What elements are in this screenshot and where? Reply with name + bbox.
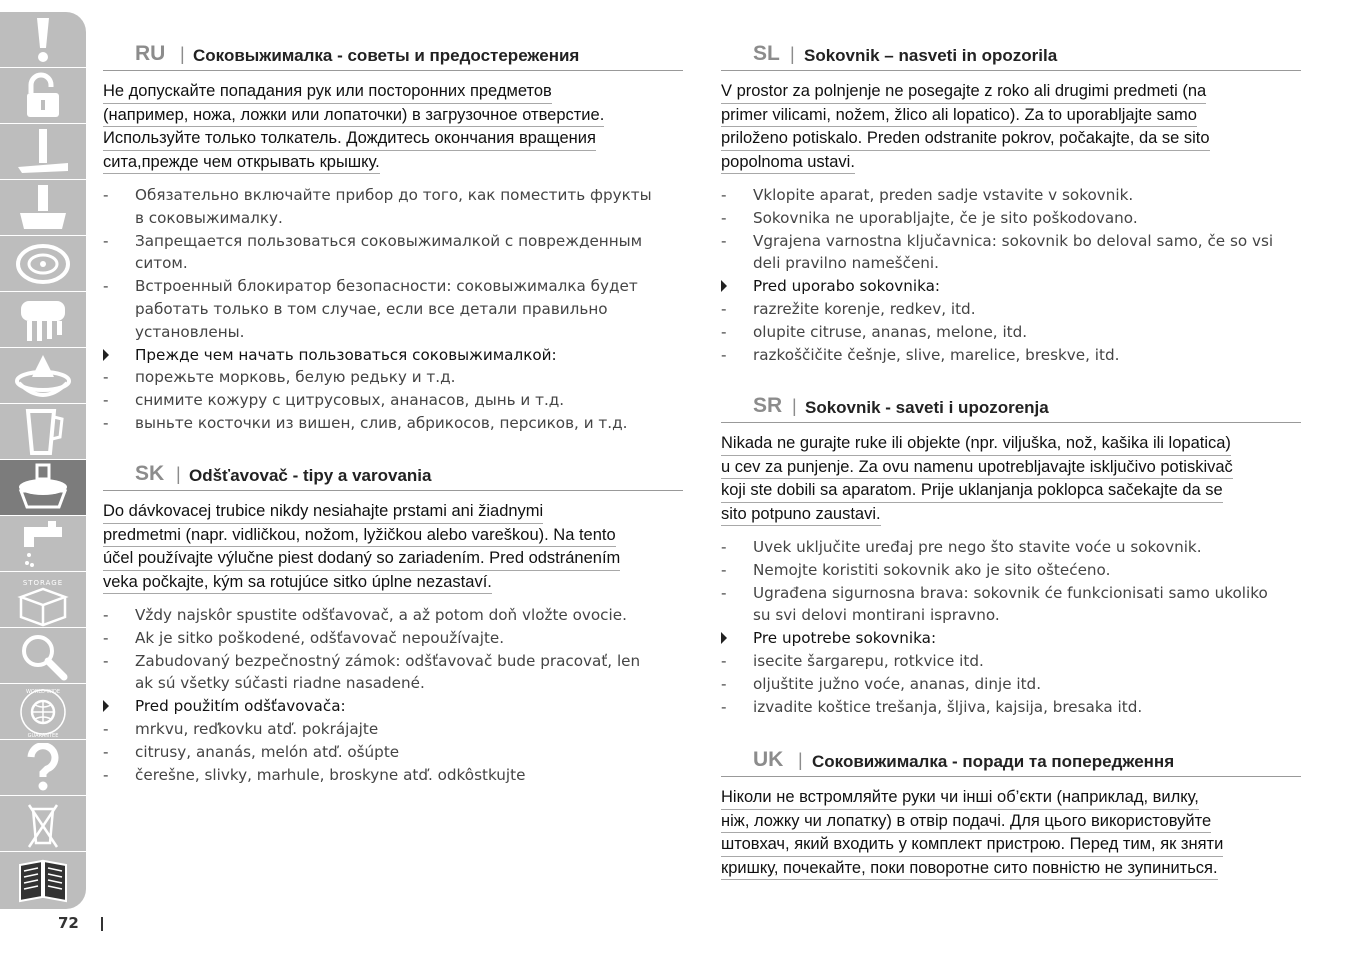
warning-line: (например, ножа, ложки или лопаточки) в загрузочное отверстие.	[103, 104, 604, 128]
bullet-icon	[721, 280, 727, 292]
section-heading: Соковижималка - поради та попередження	[812, 752, 1175, 771]
warning-text	[721, 786, 1301, 880]
section-heading: Sokovnik - saveti i upozorenja	[805, 398, 1049, 417]
list-item	[103, 389, 683, 412]
page-number: 72	[58, 914, 79, 932]
section-title	[103, 464, 683, 491]
list-item-line: Ugrađena sigurnosna brava: sokovnik će funkcionisati samo ukoliko	[753, 583, 1268, 602]
list-item-line: работать только в том случае, если все детали правильно	[135, 299, 608, 318]
list-item-line: порежьте морковь, белую редьку и т.д.	[135, 368, 456, 387]
list-item	[721, 230, 1301, 276]
tab-important[interactable]	[0, 12, 86, 68]
tab-troubleshooting[interactable]	[0, 628, 86, 684]
list-item-line: su svi delovi montirani ispravno.	[753, 606, 1000, 625]
warning-line: кришку, почекайте, поки поворотне сито повністю не зупиниться.	[721, 857, 1218, 881]
tab-blade[interactable]	[0, 124, 86, 180]
warning-line: primer vilicami, nožem, žlico ali lopatico). Za to uporabljajte samo	[721, 104, 1197, 128]
dash-marker: -	[103, 606, 109, 624]
list-item-line: citrusy, ananás, melón atď. ošúpte	[135, 742, 400, 761]
list-item-line: Vgrajena varnostna ključavnica: sokovnik bo deloval samo, če so vsi	[753, 231, 1274, 250]
dash-marker: -	[103, 628, 109, 647]
language-code: RU	[135, 42, 166, 65]
list-item	[721, 298, 1301, 321]
warning-line: koji ste dobili sa aparatom. Prije uklanjanja poklopca sačekajte da se	[721, 479, 1223, 503]
list-item	[721, 559, 1301, 582]
dash-marker: -	[721, 560, 727, 579]
warning-line: popolnoma ustavi.	[721, 151, 855, 175]
tab-cleaning[interactable]	[0, 516, 86, 572]
list-item-line: čerešne, slivky, marhule, broskyne atď. odkôstkujte	[135, 765, 526, 784]
warning-text	[721, 80, 1301, 174]
list-item-line: установлены.	[135, 322, 245, 341]
warning-line: sito potpuno zaustavi.	[721, 503, 881, 527]
list-item-line: isecite šargarepu, rotkvice itd.	[753, 651, 984, 670]
svg-text:GUARANTEE: GUARANTEE	[27, 732, 59, 739]
dash-marker: -	[721, 208, 727, 227]
dash-marker: -	[721, 583, 727, 602]
dash-marker: -	[721, 322, 727, 341]
list-item-line: Vždy najskôr spustite odšťavovač, a až potom doň vložte ovocie.	[135, 606, 627, 624]
section-ru	[103, 44, 683, 435]
language-code: SL	[753, 42, 780, 65]
dash-marker: -	[103, 765, 109, 784]
book-icon	[16, 857, 70, 903]
list-item-line: Встроенный блокиратор безопасности: соковыжималка будет	[135, 277, 638, 296]
section-title	[721, 44, 1301, 71]
dash-marker: -	[721, 299, 727, 318]
magnifier-icon	[18, 631, 68, 681]
list-item-line: izvadite koštice trešanja, šljiva, kajsija, bresaka itd.	[753, 697, 1143, 716]
section-title	[721, 396, 1301, 423]
list-item	[721, 673, 1301, 696]
list-item	[721, 536, 1301, 559]
list-item-line: Nemojte koristiti sokovnik ako je sito oštećeno.	[753, 560, 1111, 579]
list-item-line: Запрещается пользоваться соковыжималкой с поврежденным	[135, 231, 643, 250]
list-item	[103, 275, 683, 343]
dash-marker: -	[721, 674, 727, 693]
warning-line: ніж, ложку чи лопатку) в отвір подачі. Для цього використовуйте	[721, 810, 1211, 834]
dash-marker: -	[103, 231, 109, 250]
tab-manual[interactable]	[0, 852, 86, 907]
tips-list	[721, 184, 1301, 366]
citrus-press-icon	[14, 351, 72, 401]
dash-marker: -	[721, 345, 727, 364]
list-item	[103, 764, 683, 787]
dash-marker: -	[103, 413, 109, 432]
bullet-icon	[721, 632, 727, 644]
list-item-line: Sokovnika ne uporabljajte, če je sito poškodovano.	[753, 208, 1138, 227]
title-separator: |	[798, 750, 803, 770]
language-code: SK	[135, 462, 165, 485]
tab-blender[interactable]	[0, 404, 86, 460]
tab-whisk[interactable]	[0, 180, 86, 236]
list-item-line: Прежде чем начать пользоваться соковыжималкой:	[135, 345, 557, 364]
warning-line: сита,прежде чем открывать крышку.	[103, 151, 380, 175]
list-item-line: Vklopite aparat, preden sadje vstavite v sokovnik.	[753, 186, 1134, 204]
list-item-line: olupite citruse, ananas, melone, itd.	[753, 322, 1028, 341]
globe-guarantee-icon	[14, 684, 72, 740]
exclamation-icon	[23, 16, 63, 64]
section-sk	[103, 464, 683, 786]
list-item-line: oljuštite južno voće, ananas, dinje itd.	[753, 674, 1042, 693]
section-heading: Соковыжималка - советы и предостережения	[193, 46, 580, 65]
tab-safety[interactable]	[0, 68, 86, 124]
list-item-line: снимите кожуру с цитрусовых, ананасов, дынь и т.д.	[135, 391, 565, 410]
tab-storage[interactable]	[0, 572, 86, 628]
section-title	[721, 750, 1301, 777]
list-item-line: Pred použitím odšťavovača:	[135, 697, 346, 716]
whisk-blade-icon	[16, 183, 70, 233]
warning-line: predmetmi (napr. vidličkou, nožom, lyžičkou alebo vareškou). Na tento	[103, 524, 616, 548]
warning-line: veka počkajte, kým sa rotujúce sitko úplne nezastaví.	[103, 571, 492, 595]
list-item-line: razrežite korenje, redkev, itd.	[753, 299, 976, 318]
list-item	[103, 741, 683, 764]
list-item	[721, 344, 1301, 367]
blender-jug-icon	[20, 407, 66, 457]
grating-disc-icon	[15, 241, 71, 287]
list-item-line: Ak je sitko poškodené, odšťavovač nepoužívajte.	[135, 628, 505, 647]
list-item-line: в соковыжималку.	[135, 208, 283, 227]
list-item	[721, 582, 1301, 628]
warning-line: účel používajte výlučne piest dodaný so zariadením. Pred odstránením	[103, 547, 620, 571]
title-separator: |	[180, 44, 185, 64]
dash-marker: -	[103, 651, 109, 670]
list-item	[721, 207, 1301, 230]
tips-list	[721, 536, 1301, 718]
bullet-icon	[103, 349, 109, 361]
warning-line: штовхач, який входить у комплект пристрою. Перед тим, як зняти	[721, 833, 1223, 857]
list-subheading	[103, 344, 683, 367]
dash-marker: -	[721, 186, 727, 204]
list-subheading	[103, 695, 683, 718]
list-item-line: razkoščičite češnje, slive, marelice, breskve, itd.	[753, 345, 1120, 364]
dash-marker: -	[103, 391, 109, 410]
list-item-line: Pred uporabo sokovnika:	[753, 277, 941, 296]
list-item	[721, 184, 1301, 207]
warning-line: Nikada ne gurajte ruke ili objekte (npr. viljuška, nož, kašika ili lopatica)	[721, 432, 1231, 456]
dash-marker: -	[103, 277, 109, 296]
warning-line: Не допускайте попадания рук или посторонних предметов	[103, 80, 552, 104]
tab-environment[interactable]	[0, 796, 86, 852]
warning-line: V prostor za polnjenje ne posegajte z roko ali drugimi predmeti (na	[721, 80, 1206, 104]
section-heading: Odšťavovač - tipy a varovania	[189, 466, 432, 485]
warning-line: u cev za punjenje. Za ovu namenu upotrebljavajte isključivo potiskivač	[721, 456, 1233, 480]
section-heading: Sokovnik – nasveti in opozorila	[804, 46, 1058, 65]
list-item-line: mrkvu, reďkovku atď. pokrájajte	[135, 719, 379, 738]
list-subheading	[721, 627, 1301, 650]
warning-line: Используйте только толкатель. Дождитесь окончания вращения	[103, 127, 596, 151]
dash-marker: -	[103, 742, 109, 761]
title-separator: |	[790, 44, 795, 64]
tab-citrus[interactable]	[0, 348, 86, 404]
section-title	[103, 44, 683, 71]
list-item	[103, 366, 683, 389]
dash-marker: -	[721, 231, 727, 250]
dash-marker: -	[103, 368, 109, 387]
list-item	[103, 604, 683, 627]
tab-faq[interactable]	[0, 740, 86, 796]
tap-cleaning-icon	[16, 519, 70, 569]
dash-marker: -	[721, 651, 727, 670]
language-code: SR	[753, 394, 783, 417]
dash-marker: -	[721, 697, 727, 716]
tips-list	[103, 604, 683, 786]
page-number-divider	[101, 917, 103, 931]
bullet-icon	[103, 700, 109, 712]
list-item-line: выньте косточки из вишен, слив, абрикосов, персиков, и т.д.	[135, 413, 628, 432]
kneading-hook-icon	[15, 295, 71, 345]
list-item-line: Pre upotrebe sokovnika:	[753, 629, 937, 648]
tab-guarantee[interactable]	[0, 684, 86, 740]
list-subheading	[721, 275, 1301, 298]
question-icon	[23, 743, 63, 793]
warning-line: Ніколи не встромляйте руки чи інші об’єкти (наприклад, вилку,	[721, 786, 1199, 810]
list-item-line: deli pravilno nameščeni.	[753, 254, 939, 273]
list-item	[103, 627, 683, 650]
list-item-line: ak sú všetky súčasti riadne nasadené.	[135, 674, 425, 693]
tab-kneading[interactable]	[0, 292, 86, 348]
list-item	[103, 718, 683, 741]
list-item-line: Uvek uključite uređaj pre nego što stavite voće u sokovnik.	[753, 538, 1202, 556]
list-item	[103, 230, 683, 276]
tips-list	[103, 184, 683, 435]
svg-text:WORLD-WIDE: WORLD-WIDE	[25, 688, 61, 695]
warning-text	[103, 80, 683, 174]
warning-line: priloženo potiskalo. Preden odstranite pokrov, počakajte, da se sito	[721, 127, 1210, 151]
section-sl	[721, 44, 1301, 366]
title-separator: |	[792, 396, 797, 416]
title-separator: |	[176, 464, 181, 484]
dash-marker: -	[103, 186, 109, 204]
list-item	[103, 184, 683, 230]
padlock-icon	[21, 71, 65, 121]
storage-box-icon	[13, 573, 73, 627]
crossed-bin-icon	[21, 799, 65, 849]
dash-marker: -	[103, 719, 109, 738]
dash-marker: -	[721, 538, 727, 556]
svg-text:STORAGE: STORAGE	[22, 578, 64, 587]
blade-icon	[16, 127, 70, 177]
section-sr	[721, 396, 1301, 718]
juicer-icon	[14, 463, 72, 513]
list-item	[721, 650, 1301, 673]
language-code: UK	[753, 748, 784, 771]
warning-text	[103, 500, 683, 594]
tab-disc[interactable]	[0, 236, 86, 292]
list-item-line: ситом.	[135, 254, 188, 273]
list-item	[103, 412, 683, 435]
warning-line: Do dávkovacej trubice nikdy nesiahajte prstami ani žiadnymi	[103, 500, 543, 524]
list-item	[721, 696, 1301, 719]
list-item-line: Обязательно включайте прибор до того, как поместить фрукты	[135, 186, 652, 204]
tab-juicer[interactable]	[0, 460, 86, 516]
list-item	[103, 650, 683, 696]
warning-text	[721, 432, 1301, 526]
section-uk	[721, 750, 1301, 890]
list-item	[721, 321, 1301, 344]
sidebar-navigation	[0, 12, 86, 909]
list-item-line: Zabudovaný bezpečnostný zámok: odšťavovač bude pracovať, len	[135, 651, 641, 670]
